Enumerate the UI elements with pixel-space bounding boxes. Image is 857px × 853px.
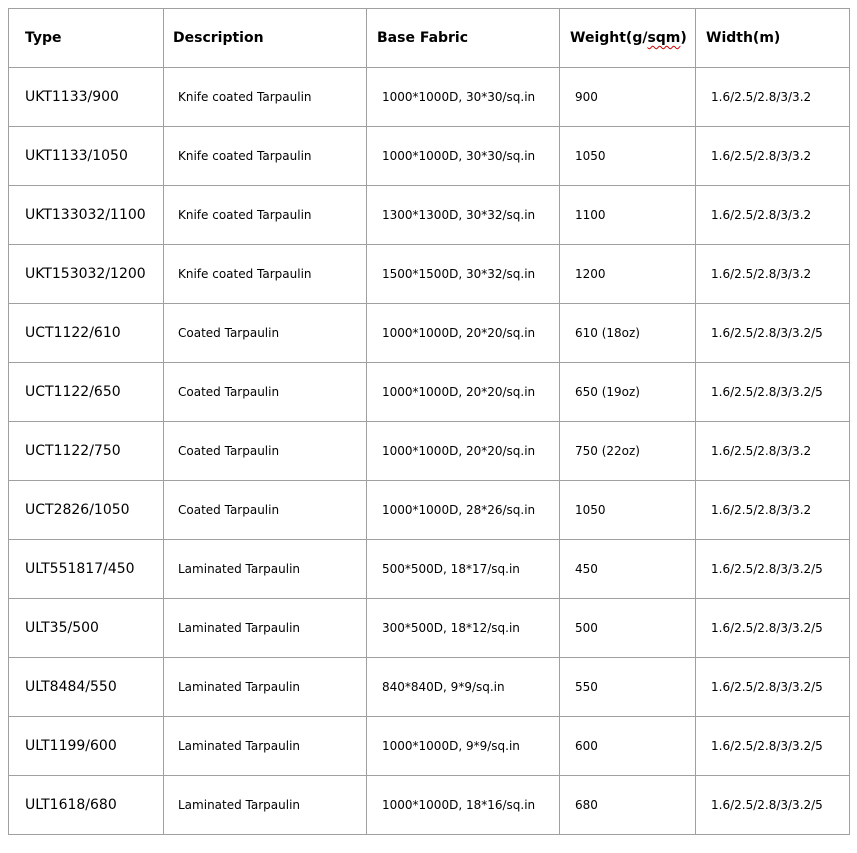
table-row [9,127,850,186]
cell-type: ULT1199/600 [9,717,164,776]
cell-description: Coated Tarpaulin [164,422,367,481]
cell-weight: 900 [560,68,696,127]
cell-description: Coated Tarpaulin [164,481,367,540]
cell-width: 1.6/2.5/2.8/3/3.2 [696,422,850,481]
cell-description: Laminated Tarpaulin [164,599,367,658]
cell-description: Knife coated Tarpaulin [164,245,367,304]
cell-width: 1.6/2.5/2.8/3/3.2 [696,127,850,186]
table-row [9,422,850,481]
cell-weight: 750 (22oz) [560,422,696,481]
cell-width: 1.6/2.5/2.8/3/3.2 [696,245,850,304]
cell-type: UKT153032/1200 [9,245,164,304]
table-row [9,245,850,304]
cell-type: UKT133032/1100 [9,186,164,245]
table-body [9,68,850,835]
cell-description: Laminated Tarpaulin [164,540,367,599]
cell-description: Knife coated Tarpaulin [164,68,367,127]
cell-weight: 650 (19oz) [560,363,696,422]
header-base-fabric: Base Fabric [367,9,560,68]
cell-width: 1.6/2.5/2.8/3/3.2 [696,481,850,540]
cell-base-fabric: 1500*1500D, 30*32/sq.in [367,245,560,304]
header-width: Width(m) [696,9,850,68]
cell-width: 1.6/2.5/2.8/3/3.2/5 [696,304,850,363]
cell-base-fabric: 840*840D, 9*9/sq.in [367,658,560,717]
cell-base-fabric: 1000*1000D, 18*16/sq.in [367,776,560,835]
cell-base-fabric: 1000*1000D, 30*30/sq.in [367,127,560,186]
cell-type: ULT1618/680 [9,776,164,835]
cell-base-fabric: 1000*1000D, 9*9/sq.in [367,717,560,776]
cell-width: 1.6/2.5/2.8/3/3.2/5 [696,658,850,717]
cell-base-fabric: 1000*1000D, 28*26/sq.in [367,481,560,540]
cell-base-fabric: 1000*1000D, 20*20/sq.in [367,422,560,481]
cell-description: Laminated Tarpaulin [164,658,367,717]
table-row [9,68,850,127]
cell-description: Laminated Tarpaulin [164,717,367,776]
cell-weight: 1050 [560,127,696,186]
cell-description: Coated Tarpaulin [164,363,367,422]
cell-weight: 1100 [560,186,696,245]
table-row [9,776,850,835]
header-description: Description [164,9,367,68]
cell-width: 1.6/2.5/2.8/3/3.2 [696,68,850,127]
table-row [9,540,850,599]
cell-width: 1.6/2.5/2.8/3/3.2/5 [696,717,850,776]
header-weight [560,9,696,68]
spec-table [8,8,850,835]
cell-weight: 500 [560,599,696,658]
header-weight-prefix: Weight(g/ [570,30,648,46]
cell-base-fabric: 1000*1000D, 20*20/sq.in [367,304,560,363]
cell-type: ULT551817/450 [9,540,164,599]
cell-weight: 610 (18oz) [560,304,696,363]
cell-base-fabric: 1000*1000D, 30*30/sq.in [367,68,560,127]
table-row [9,658,850,717]
cell-width: 1.6/2.5/2.8/3/3.2/5 [696,599,850,658]
cell-weight: 1050 [560,481,696,540]
cell-weight: 600 [560,717,696,776]
cell-weight: 1200 [560,245,696,304]
cell-description: Knife coated Tarpaulin [164,186,367,245]
table-row [9,481,850,540]
cell-description: Knife coated Tarpaulin [164,127,367,186]
cell-description: Laminated Tarpaulin [164,776,367,835]
table-row [9,186,850,245]
cell-type: UCT2826/1050 [9,481,164,540]
table-row [9,363,850,422]
table-row [9,717,850,776]
cell-type: UCT1122/610 [9,304,164,363]
cell-base-fabric: 500*500D, 18*17/sq.in [367,540,560,599]
cell-weight: 450 [560,540,696,599]
table-row [9,304,850,363]
cell-width: 1.6/2.5/2.8/3/3.2 [696,186,850,245]
cell-type: UKT1133/900 [9,68,164,127]
cell-type: ULT35/500 [9,599,164,658]
header-weight-suffix: ) [680,30,687,46]
cell-type: ULT8484/550 [9,658,164,717]
table-row [9,599,850,658]
header-weight-unit: sqm [647,30,681,46]
cell-base-fabric: 300*500D, 18*12/sq.in [367,599,560,658]
cell-width: 1.6/2.5/2.8/3/3.2/5 [696,540,850,599]
cell-type: UCT1122/750 [9,422,164,481]
cell-type: UCT1122/650 [9,363,164,422]
cell-base-fabric: 1300*1300D, 30*32/sq.in [367,186,560,245]
cell-weight: 550 [560,658,696,717]
header-row [9,9,850,68]
cell-width: 1.6/2.5/2.8/3/3.2/5 [696,363,850,422]
cell-base-fabric: 1000*1000D, 20*20/sq.in [367,363,560,422]
cell-width: 1.6/2.5/2.8/3/3.2/5 [696,776,850,835]
cell-type: UKT1133/1050 [9,127,164,186]
cell-weight: 680 [560,776,696,835]
cell-description: Coated Tarpaulin [164,304,367,363]
header-type: Type [9,9,164,68]
